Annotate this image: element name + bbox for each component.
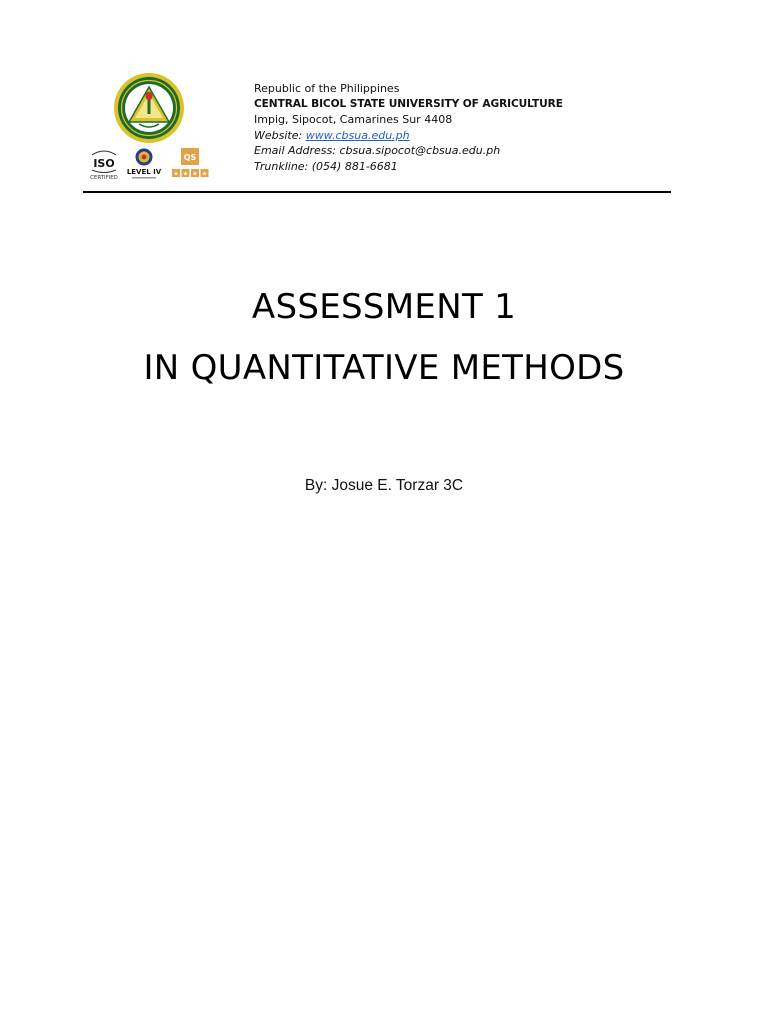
level-iv-badge-icon <box>126 147 162 181</box>
document-title-line-1: ASSESSMENT 1 <box>251 287 517 327</box>
iso-certified-badge-icon <box>88 147 120 181</box>
website-label: Website: <box>254 128 306 142</box>
author-byline: By: Josue E. Torzar 3C <box>304 477 464 494</box>
svg-text:★: ★ <box>173 171 179 178</box>
svg-text:★: ★ <box>192 171 198 178</box>
qs-stars-badge-icon <box>170 147 210 181</box>
email-line: Email Address: cbsua.sipocot@cbsua.edu.ph <box>254 144 501 158</box>
website-link[interactable]: www.cbsua.edu.ph <box>305 128 410 142</box>
university-name: CENTRAL BICOL STATE UNIVERSITY OF AGRICULTURE <box>254 97 563 110</box>
header-divider <box>83 191 671 193</box>
country-line: Republic of the Philippines <box>254 82 400 95</box>
address-line: Impig, Sipocot, Camarines Sur 4408 <box>254 113 453 127</box>
svg-text:★: ★ <box>201 171 208 178</box>
iso-badge-text: ISO <box>93 157 115 170</box>
svg-text:★: ★ <box>182 171 189 178</box>
document-title-line-2: IN QUANTITATIVE METHODS <box>143 348 625 388</box>
iso-badge-caption: CERTIFIED <box>90 175 118 181</box>
accreditation-badges <box>88 147 208 181</box>
level-badge-text: LEVEL IV <box>126 168 162 176</box>
letterhead-text <box>254 81 674 175</box>
letterhead <box>84 70 671 192</box>
university-seal-logo <box>113 72 185 144</box>
trunkline-line: Trunkline: (054) 881-6681 <box>254 159 398 173</box>
website-line <box>254 128 674 144</box>
qs-badge-text: QS <box>183 153 197 162</box>
